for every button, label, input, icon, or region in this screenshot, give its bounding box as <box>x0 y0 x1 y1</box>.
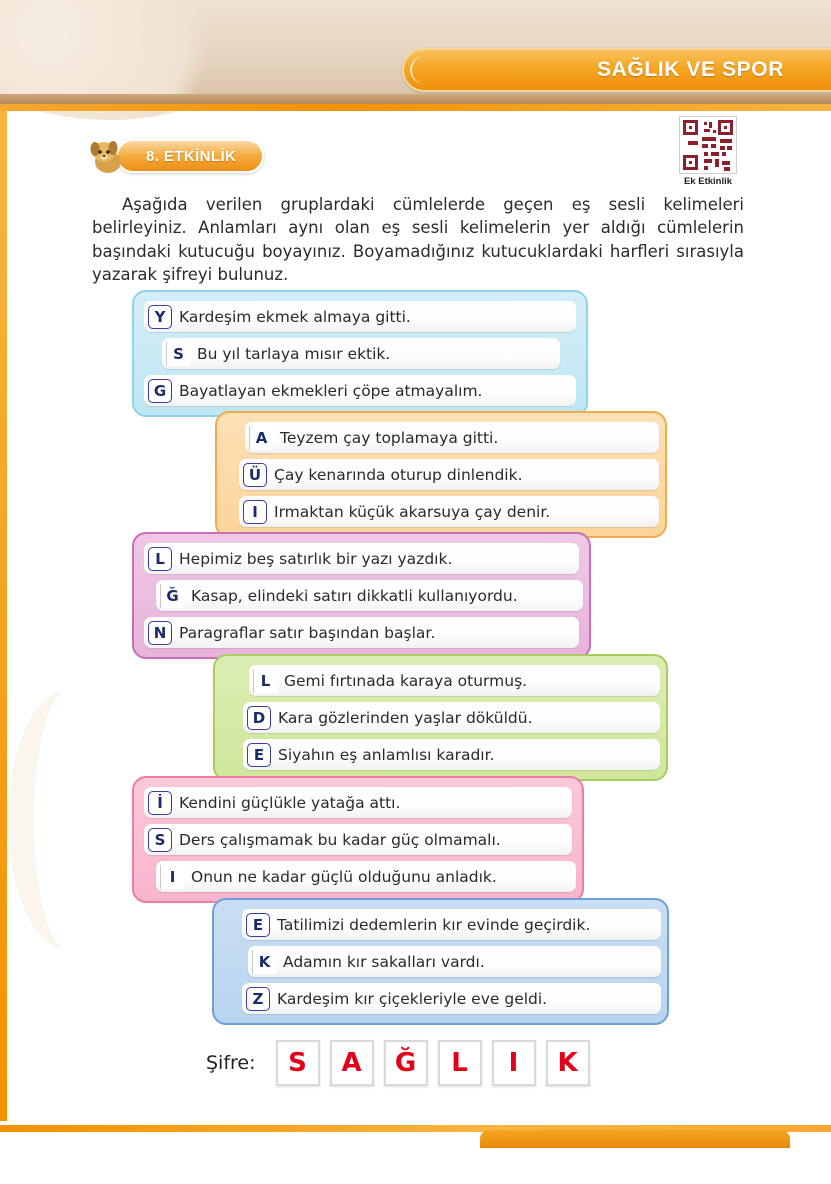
instructions-body: Aşağıda verilen gruplardaki cümlelerde geçen eş sesli kelimeleri belirleyiniz. Anlamları aynı olan eş sesli kelimelerin yer aldığı cümlelerin başındaki kutucuğu boyayınız. Boyamadığınız kutucuklardaki harfleri sırasıyla yazarak şifreyi bulunuz. <box>92 195 744 285</box>
header-orange-rule <box>0 104 831 111</box>
sentence-text: Siyahın eş anlamlısı karadır. <box>278 745 495 764</box>
answer-cell[interactable]: I <box>492 1040 536 1086</box>
activity-badge <box>116 139 264 173</box>
answer-cell[interactable]: K <box>546 1040 590 1086</box>
answer-cell[interactable]: Ğ <box>384 1040 428 1086</box>
extra-activity-qr[interactable] <box>677 116 739 187</box>
sentence-text: Hepimiz beş satırlık bir yazı yazdık. <box>179 549 453 568</box>
sentence-row[interactable] <box>242 983 661 1014</box>
sentence-row[interactable] <box>144 617 579 648</box>
header-decorative-curve <box>0 0 260 120</box>
letter-box[interactable]: Y <box>148 305 172 329</box>
letter-box[interactable]: S <box>148 828 172 852</box>
letter-box[interactable]: İ <box>148 791 172 815</box>
sentence-text: Kasap, elindeki satırı dikkatli kullanıyordu. <box>191 586 518 605</box>
sentence-text: Bu yıl tarlaya mısır ektik. <box>197 344 391 363</box>
letter-box[interactable]: A <box>249 426 273 450</box>
letter-box[interactable]: I <box>160 865 184 889</box>
qr-code-icon[interactable] <box>679 116 737 174</box>
letter-box[interactable]: G <box>148 379 172 403</box>
sentence-text: Teyzem çay toplamaya gitti. <box>280 428 499 447</box>
sentence-group-5 <box>132 776 584 903</box>
answer-label: Şifre: <box>206 1052 256 1074</box>
sentence-row[interactable] <box>249 665 660 696</box>
sentence-row[interactable] <box>144 301 576 332</box>
left-orange-strip <box>0 111 7 1121</box>
sentence-text: Onun ne kadar güçlü olduğunu anladık. <box>191 867 497 886</box>
sentence-group-6 <box>212 898 669 1025</box>
sentence-text: Gemi fırtınada karaya oturmuş. <box>284 671 528 690</box>
sentence-group-4 <box>213 654 668 781</box>
sentence-row[interactable] <box>245 422 659 453</box>
sentence-text: Çay kenarında oturup dinlendik. <box>274 465 523 484</box>
sentence-text: Ders çalışmamak bu kadar güç olmamalı. <box>179 830 501 849</box>
instructions-text <box>92 193 744 287</box>
activity-badge-label: 8. ETKİNLİK <box>146 147 237 165</box>
letter-box[interactable]: E <box>247 743 271 767</box>
activity-header <box>84 136 264 176</box>
sentence-row[interactable] <box>239 496 659 527</box>
letter-box[interactable]: S <box>166 342 190 366</box>
sentence-text: Paragraflar satır başından başlar. <box>179 623 436 642</box>
sentence-row[interactable] <box>243 739 660 770</box>
qr-caption: Ek Etkinlik <box>683 176 733 187</box>
sentence-text: Irmaktan küçük akarsuya çay denir. <box>274 502 551 521</box>
sentence-row[interactable] <box>144 375 576 406</box>
letter-box[interactable]: Z <box>246 987 270 1011</box>
sentence-row[interactable] <box>144 824 572 855</box>
sentence-row[interactable] <box>239 459 659 490</box>
answer-cell[interactable]: L <box>438 1040 482 1086</box>
sentence-row[interactable] <box>156 861 576 892</box>
sentence-group-1 <box>132 290 588 417</box>
sentence-text: Bayatlayan ekmekleri çöpe atmayalım. <box>179 381 483 400</box>
dog-mascot-icon <box>84 136 130 176</box>
sentence-row[interactable] <box>162 338 560 369</box>
letter-box[interactable]: N <box>148 621 172 645</box>
sentence-text: Tatilimizi dedemlerin kır evinde geçirdik. <box>277 915 591 934</box>
sentence-text: Kardeşim ekmek almaya gitti. <box>179 307 411 326</box>
answer-row <box>206 1040 590 1086</box>
letter-box[interactable]: Ü <box>243 463 267 487</box>
letter-box[interactable]: L <box>253 669 277 693</box>
letter-box[interactable]: L <box>148 547 172 571</box>
letter-box[interactable]: K <box>252 950 276 974</box>
letter-box[interactable]: D <box>247 706 271 730</box>
sentence-row[interactable] <box>144 543 579 574</box>
answer-cell[interactable]: S <box>276 1040 320 1086</box>
sentence-text: Kendini güçlükle yatağa attı. <box>179 793 401 812</box>
sentence-text: Adamın kır sakalları vardı. <box>283 952 485 971</box>
decorative-swirl <box>8 690 128 950</box>
sentence-row[interactable] <box>243 702 660 733</box>
letter-box[interactable]: E <box>246 913 270 937</box>
page-title-bar <box>402 48 831 92</box>
letter-box[interactable]: Ğ <box>160 584 184 608</box>
sentence-text: Kara gözlerinden yaşlar döküldü. <box>278 708 533 727</box>
footer-tab <box>480 1130 790 1148</box>
sentence-row[interactable] <box>248 946 661 977</box>
sentence-text: Kardeşim kır çiçekleriyle eve geldi. <box>277 989 548 1008</box>
sentence-row[interactable] <box>242 909 661 940</box>
title-bar-notch <box>410 56 424 84</box>
sentence-group-2 <box>215 411 667 538</box>
sentence-row[interactable] <box>144 787 572 818</box>
answer-cell[interactable]: A <box>330 1040 374 1086</box>
sentence-group-3 <box>132 532 591 659</box>
sentence-row[interactable] <box>156 580 583 611</box>
letter-box[interactable]: I <box>243 500 267 524</box>
page-title: SAĞLIK VE SPOR <box>597 58 784 81</box>
